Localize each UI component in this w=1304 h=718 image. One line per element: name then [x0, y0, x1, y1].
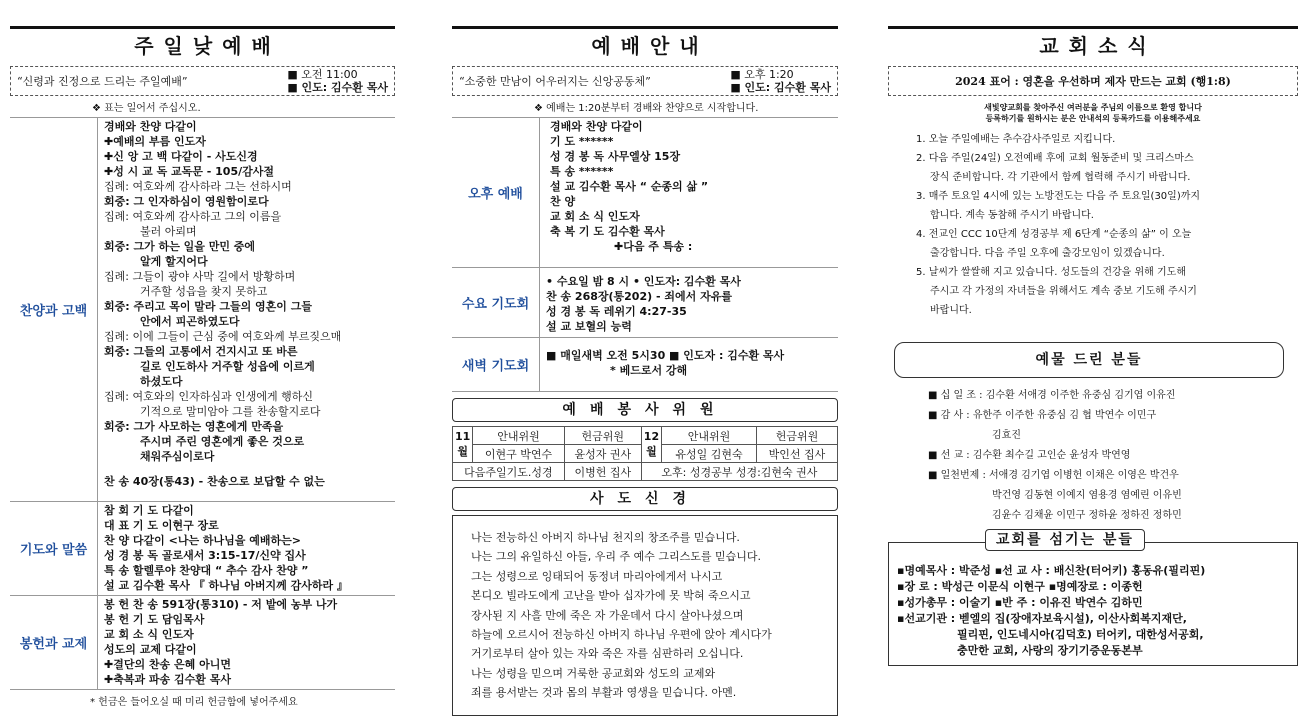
- creed-title: 사도신경: [452, 487, 838, 511]
- service-guide-column: [452, 0, 838, 718]
- order-item: 참 회 기 도 다같이: [104, 504, 194, 517]
- reading-line: 거주할 성읍을 찾지 못하고: [140, 285, 268, 298]
- servant-row: 충만한 교회, 사랑의 장기기증운동본부: [957, 644, 1143, 657]
- reading-line: 길로 인도하사 거주할 성읍에 이르게: [140, 360, 315, 373]
- creed-line: 나는 성령을 믿으며 거룩한 공교회와 성도의 교제와: [471, 666, 716, 680]
- order-item: 특 송 할렐루야 찬양대 “ 추수 감사 찬양 ”: [104, 564, 309, 577]
- order-item: 봉 헌 기 도 담임목사: [104, 613, 205, 626]
- creed-line: 죄를 용서받는 것과 몸의 부활과 영생을 믿습니다. 아멘.: [471, 686, 737, 700]
- month-11: 11월: [453, 427, 473, 463]
- order-item: ✚예배의 부름 인도자: [104, 135, 206, 148]
- offering-fellowship-block: [10, 596, 395, 690]
- news-item-cont: 합니다. 계속 동참해 주시기 바랍니다.: [930, 210, 1094, 221]
- table-cell: 오후: 성경공부 성경:김현숙 권사: [641, 463, 837, 481]
- apostles-creed: [452, 515, 838, 716]
- order-item: 교 회 소 식 인도자: [550, 210, 640, 223]
- order-item: 성도의 교제 다같이: [104, 643, 197, 656]
- block-label: 오후 예배: [452, 118, 540, 267]
- order-item: 찬 양: [550, 195, 576, 208]
- table-cell: 윤성자 권사: [564, 445, 641, 463]
- block-label: 새벽 기도회: [452, 338, 540, 391]
- month-12: 12월: [641, 427, 661, 463]
- news-item: 4. 전교인 CCC 10단계 성경공부 제 6단계 “순종의 삶” 이 오늘: [916, 229, 1192, 240]
- reading-line: 집례: 그들이 광야 사막 길에서 방황하며: [104, 270, 296, 283]
- offering-row: 김윤수 김채윤 이민구 정하윤 정하진 정하민: [992, 510, 1182, 521]
- reading-line: 알게 할지어다: [140, 255, 208, 268]
- reading-line: 회중: 그들의 고통에서 건지시고 또 바른: [104, 345, 298, 358]
- welcome-line: 새빛양교회를 찾아주신 여러분을 주님의 이름으로 환영 합니다: [984, 103, 1202, 112]
- order-item: 성 경 봉 독 레위기 4:27-35: [546, 305, 687, 318]
- standing-note: ❖ 표는 일어서 주십시오.: [10, 96, 395, 118]
- reading-line: 채워주심이로다: [140, 450, 215, 463]
- motto-text: 2024 표어 : 영혼을 우선하며 제자 만드는 교회 (행1:8): [955, 75, 1231, 88]
- table-cell: 이병헌 집사: [564, 463, 641, 481]
- afternoon-service-block: [452, 118, 838, 268]
- welcome-note: [888, 102, 1298, 124]
- reading-line: 기적으로 말미암아 그를 찬송할지로다: [140, 405, 321, 418]
- order-item: * 베드로서 강해: [610, 364, 688, 377]
- committee-title: 예배봉사위원: [452, 398, 838, 422]
- afternoon-theme: “소중한 만남이 어우러지는 신앙공동체”: [459, 75, 651, 88]
- order-item: 찬 송 268장(통202) - 죄에서 자유를: [546, 290, 732, 303]
- order-item: 특 송 ******: [550, 165, 614, 178]
- reading-line: 회중: 그가 사모하는 영혼에게 만족을: [104, 420, 284, 433]
- news-item-cont: 출강합니다. 다음 주일 오후에 출강모임이 있겠습니다.: [930, 248, 1165, 259]
- order-item: 경배와 찬양 다같이: [104, 120, 197, 133]
- block-label: 수요 기도회: [452, 268, 540, 337]
- praise-confession-block: [10, 118, 395, 502]
- servants-title: 교회를 섬기는 분들: [985, 529, 1145, 551]
- reading-line: 집례: 이에 그들이 근심 중에 여호와께 부르짖으매: [104, 330, 342, 343]
- sunday-service-title: 주일낮예배: [10, 26, 395, 62]
- reading-line: 안에서 피곤하였도다: [140, 315, 240, 328]
- creed-line: 나는 그의 유일하신 아들, 우리 주 예수 그리스도를 믿습니다.: [471, 550, 761, 564]
- table-cell: 박인선 집사: [757, 445, 838, 463]
- offering-givers-title: 예물 드린 분들: [894, 342, 1284, 378]
- offering-row: ■ 선 교 : 김수환 최수길 고인순 윤성자 박연영: [928, 450, 1131, 461]
- committee-table: [452, 426, 838, 481]
- reading-line: 주시며 주린 영혼에게 좋은 것으로: [140, 435, 305, 448]
- table-header: 안내위원: [473, 427, 564, 445]
- order-item: 대 표 기 도 이현구 장로: [104, 519, 219, 532]
- news-item-cont: 장식 준비합니다. 각 기관에서 함께 협력해 주시기 바랍니다.: [930, 172, 1191, 183]
- servant-row: ▪명예목사 : 박준성 ▪선 교 사 : 배신찬(터어키) 홍동유(필리핀): [897, 564, 1206, 577]
- afternoon-banner: [452, 66, 838, 96]
- servants-box: [888, 532, 1298, 666]
- block-label: 찬양과 고백: [10, 118, 98, 501]
- dawn-prayer-block: [452, 338, 838, 392]
- block-label: 기도와 말씀: [10, 502, 98, 595]
- news-item: 5. 날씨가 쌀쌀해 지고 있습니다. 성도들의 건강을 위해 기도해: [916, 267, 1187, 278]
- table-header: 안내위원: [662, 427, 757, 445]
- order-item: ✚결단의 찬송 은혜 아니면: [104, 658, 231, 671]
- block-label: 봉헌과 교제: [10, 596, 98, 689]
- table-cell: 유성일 김현숙: [662, 445, 757, 463]
- reading-line: 회중: 그가 하는 일을 만민 중에: [104, 240, 256, 253]
- servant-row: ▪선교기관 : 벧엘의 집(장애자보육시설), 이산사회복지재단,: [897, 612, 1187, 625]
- order-item: ■ 매일새벽 오전 5시30 ■ 인도자 : 김수환 목사: [546, 349, 785, 362]
- sunday-service-column: [10, 0, 395, 718]
- offering-givers-list: [888, 386, 1298, 526]
- news-item-cont: 바랍니다.: [930, 305, 972, 316]
- sunday-time: ■ 오전 11:00: [287, 68, 358, 81]
- order-item: 성 경 봉 독 골로새서 3:15-17/신약 집사: [104, 549, 306, 562]
- yearly-motto: [888, 66, 1298, 96]
- order-item: 설 교 보혈의 능력: [546, 320, 632, 333]
- creed-line: 그는 성령으로 잉태되어 동정녀 마리아에게서 나시고: [471, 569, 723, 583]
- reading-line: 회중: 주리고 목이 말라 그들의 영혼이 그들: [104, 300, 313, 313]
- creed-line: 본디오 빌라도에게 고난을 받아 십자가에 못 박혀 죽으시고: [471, 589, 751, 603]
- sunday-leader: ■ 인도: 김수환 목사: [287, 81, 388, 94]
- order-item: 찬 송 40장(통43) - 찬송으로 보답할 수 없는: [104, 475, 325, 488]
- sunday-theme: “신령과 진정으로 드리는 주일예배”: [17, 75, 188, 88]
- afternoon-leader: ■ 인도: 김수환 목사: [730, 81, 831, 94]
- order-item: 경배와 찬양 다같이: [550, 120, 643, 133]
- reading-line: 불러 아뢰며: [140, 225, 197, 238]
- order-item: 축 복 기 도 김수환 목사: [550, 225, 665, 238]
- order-item: 기 도 ******: [550, 135, 614, 148]
- reading-line: 집례: 여호와께 감사하라 그는 선하시며: [104, 180, 292, 193]
- table-cell: 다음주일기도.성경: [453, 463, 565, 481]
- offering-row: ■ 감 사 : 유한주 이주한 유중심 김 협 박연수 이민구: [928, 410, 1157, 421]
- order-item: ✚축복과 파송 김수환 목사: [104, 673, 231, 686]
- servant-row: ▪장 로 : 박성근 이문식 이현구 ▪명예장로 : 이종헌: [897, 580, 1143, 593]
- prayer-word-block: [10, 502, 395, 596]
- order-item: • 수요일 밤 8 시 • 인도자: 김수환 목사: [546, 275, 741, 288]
- creed-line: 장사된 지 사흘 만에 죽은 자 가운데서 다시 살아나셨으며: [471, 608, 744, 622]
- news-item: 2. 다음 주일(24일) 오전예배 후에 교회 월동준비 및 크리스마스: [916, 153, 1194, 164]
- order-item: 성 경 봉 독 사무엘상 15장: [550, 150, 681, 163]
- offering-row: ■ 십 일 조 : 김수환 서애경 이주한 유중심 김기엽 이유진: [928, 390, 1176, 401]
- servant-row: ▪성가총무 : 이술기 ▪반 주 : 이유진 박연수 김하민: [897, 596, 1143, 609]
- servant-row: 필리핀, 인도네시아(김덕호) 터어키, 대한성서공회,: [957, 628, 1204, 641]
- wednesday-prayer-block: [452, 268, 838, 338]
- news-item-cont: 주시고 각 가정의 자녀들을 위해서도 계속 중보 기도해 주시기: [930, 286, 1197, 297]
- order-item: 봉 헌 찬 송 591장(통310) - 저 밭에 농부 나가: [104, 598, 338, 611]
- news-list: [888, 130, 1298, 320]
- news-item: 3. 매주 토요일 4시에 있는 노방전도는 다음 주 토요일(30일)까지: [916, 191, 1201, 202]
- offering-footnote: * 헌금은 들어오실 때 미리 헌금함에 넣어주세요: [90, 697, 298, 708]
- table-cell: 이현구 박연수: [473, 445, 564, 463]
- welcome-line: 등록하기를 원하시는 분은 안내석의 등록카드를 이용해주세요: [985, 114, 1201, 123]
- order-item: ✚성 시 교 독 교독문 - 105/감사절: [104, 165, 274, 178]
- service-guide-title: 예배안내: [452, 26, 838, 62]
- offering-row: ■ 일천번제 : 서애경 김기엽 이병헌 이채은 이영은 박건우: [928, 470, 1179, 481]
- offering-row: 김효진: [992, 430, 1021, 441]
- creed-line: 하늘에 오르시어 전능하신 아버지 하나님 우편에 앉아 계시다가: [471, 628, 772, 642]
- news-item: 1. 오늘 주일예배는 추수감사주일로 지킵니다.: [916, 134, 1116, 145]
- table-header: 헌금위원: [564, 427, 641, 445]
- afternoon-note: ❖ 예배는 1:20분부터 경배와 찬양으로 시작합니다.: [452, 96, 838, 118]
- offering-row: 박건영 김동현 이예지 염용경 염예린 이유빈: [992, 490, 1182, 501]
- creed-line: 거기로부터 살아 있는 자와 죽은 자를 심판하러 오십니다.: [471, 647, 744, 661]
- reading-line: 집례: 여호와께 감사하고 그의 이름을: [104, 210, 282, 223]
- sunday-service-banner: [10, 66, 395, 96]
- afternoon-time: ■ 오후 1:20: [730, 68, 794, 81]
- creed-line: 나는 전능하신 아버지 하나님 천지의 창조주를 믿습니다.: [471, 531, 740, 544]
- next-special-song: ✚다음 주 특송 :: [614, 240, 693, 253]
- church-news-column: [888, 0, 1298, 718]
- reading-line: 집례: 여호와의 인자하심과 인생에게 행하신: [104, 390, 313, 403]
- reading-line: 하셨도다: [140, 375, 183, 388]
- church-news-title: 교회소식: [888, 26, 1298, 62]
- order-item: ✚신 앙 고 백 다같이 - 사도신경: [104, 150, 258, 163]
- order-item: 설 교 김수환 목사 『 하나님 아버지께 감사하라 』: [104, 579, 348, 592]
- order-item: 찬 양 다같이 <나는 하나님을 예배하는>: [104, 534, 301, 547]
- order-item: 교 회 소 식 인도자: [104, 628, 194, 641]
- table-header: 헌금위원: [757, 427, 838, 445]
- order-item: 설 교 김수환 목사 “ 순종의 삶 ”: [550, 180, 709, 193]
- reading-line: 회중: 그 인자하심이 영원함이로다: [104, 195, 269, 208]
